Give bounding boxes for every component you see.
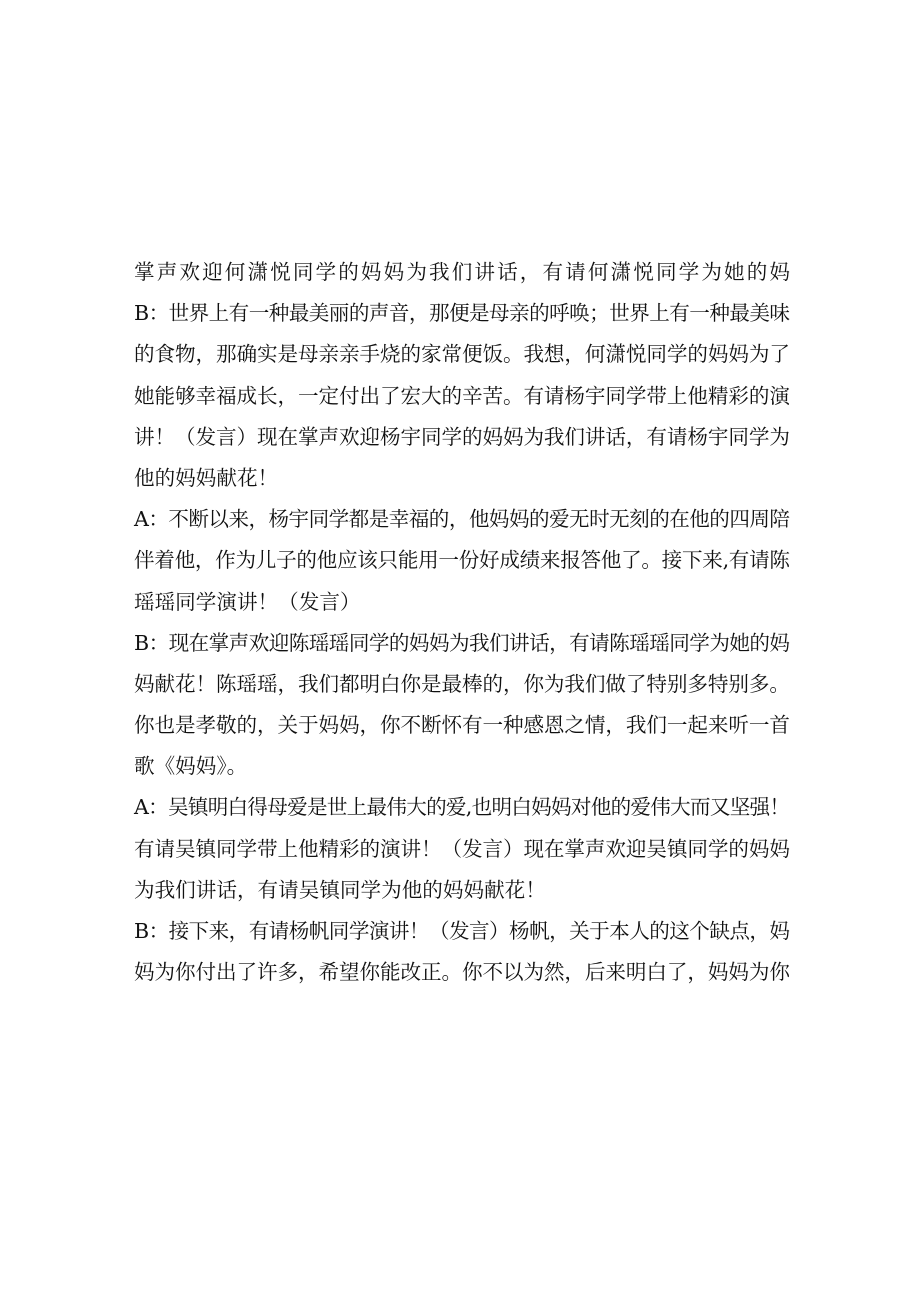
text-line: 掌声欢迎何潇悦同学的妈妈为我们讲话，有请何潇悦同学为她的妈: [134, 260, 793, 284]
text-line: A：不断以来，杨宇同学都是幸福的，他妈妈的爱无时无刻的在他的四周陪: [134, 507, 790, 532]
text-line: 伴着他，作为儿子的他应该只能用一份好成绩来报答他了。接下来,有请陈: [134, 548, 790, 573]
text-line: 有请吴镇同学带上他精彩的演讲！（发言）现在掌声欢迎吴镇同学的妈妈: [134, 836, 790, 861]
paragraph-1: [134, 252, 793, 293]
text-line: 歌《妈妈》。: [134, 754, 248, 779]
text-line: B：现在掌声欢迎陈瑶瑶同学的妈妈为我们讲话，有请陈瑶瑶同学为她的妈: [134, 630, 790, 655]
paragraph-5: [134, 787, 790, 911]
text-line: 妈为你付出了许多，希望你能改正。你不以为然，后来明白了，妈妈为你: [134, 960, 790, 985]
paragraph-4: [134, 623, 790, 788]
text-line: B：世界上有一种最美丽的声音，那便是母亲的呼唤；世界上有一种最美味: [134, 301, 790, 326]
paragraph-3: [134, 499, 790, 623]
paragraph-6: [134, 911, 790, 993]
text-line: 为我们讲话，有请吴镇同学为他的妈妈献花！: [134, 877, 546, 902]
document-body: [134, 252, 793, 993]
text-line: A：吴镇明白得母爱是世上最伟大的爱,也明白妈妈对他的爱伟大而又坚强！: [134, 795, 790, 820]
text-line: 他的妈妈献花！: [134, 465, 279, 490]
text-line: 她能够幸福成长，一定付出了宏大的辛苦。有请杨宇同学带上他精彩的演: [134, 383, 790, 408]
text-line: 讲！（发言）现在掌声欢迎杨宇同学的妈妈为我们讲话，有请杨宇同学为: [134, 424, 790, 449]
text-line: 妈献花！陈瑶瑶，我们都明白你是最棒的，你为我们做了特别多特别多。: [134, 671, 790, 696]
text-line: 你也是孝敬的，关于妈妈，你不断怀有一种感恩之情，我们一起来听一首: [134, 713, 790, 738]
text-line: 的食物，那确实是母亲亲手烧的家常便饭。我想，何潇悦同学的妈妈为了: [134, 342, 790, 367]
paragraph-2: [134, 293, 790, 499]
text-line: B：接下来，有请杨帆同学演讲！（发言）杨帆，关于本人的这个缺点，妈: [134, 919, 790, 943]
text-line: 瑶瑶同学演讲！（发言）: [134, 589, 361, 614]
